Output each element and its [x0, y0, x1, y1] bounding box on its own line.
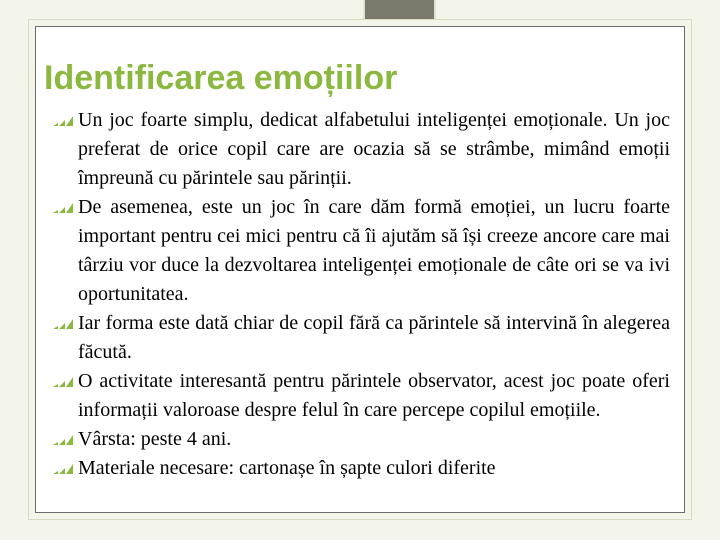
- signal-bars-icon: [52, 375, 74, 389]
- signal-bars-icon: [52, 317, 74, 331]
- bullet-item: [52, 367, 670, 425]
- bullet-list: [52, 106, 670, 483]
- bullet-item: [52, 425, 670, 454]
- bullet-text: Vârsta: peste 4 ani.: [78, 428, 232, 450]
- slide-title: Identificarea emoțiilor: [44, 59, 398, 97]
- bullet-item: [52, 309, 670, 367]
- bullet-text: Un joc foarte simplu, dedicat alfabetului inteligenței emoționale. Un joc preferat de orice copil care are ocazia să se strâmbe, mimând emoții împreună cu părintele sau părinții.: [78, 109, 670, 189]
- signal-bars-icon: [52, 462, 74, 476]
- bullet-text: Materiale necesare: cartonașe în șapte culori diferite: [78, 457, 496, 479]
- signal-bars-icon: [52, 433, 74, 447]
- signal-bars-icon: [52, 114, 74, 128]
- bullet-item: [52, 193, 670, 309]
- bullet-text: O activitate interesantă pentru părintele observator, acest joc poate oferi informații valoroase despre felul în care percepe copilul emoțiile.: [78, 370, 670, 421]
- bullet-text: Iar forma este dată chiar de copil fără ca părintele să intervină în alegerea făcută.: [78, 312, 670, 363]
- signal-bars-icon: [52, 201, 74, 215]
- bullet-text: De asemenea, este un joc în care dăm formă emoției, un lucru foarte important pentru cei mici pentru că îi ajutăm să își creeze ancore care mai târziu vor duce la dezvoltarea inteligenței emoționale de câte ori se va ivi oportunitatea.: [78, 196, 670, 305]
- bullet-item: [52, 454, 670, 483]
- bullet-item: [52, 106, 670, 193]
